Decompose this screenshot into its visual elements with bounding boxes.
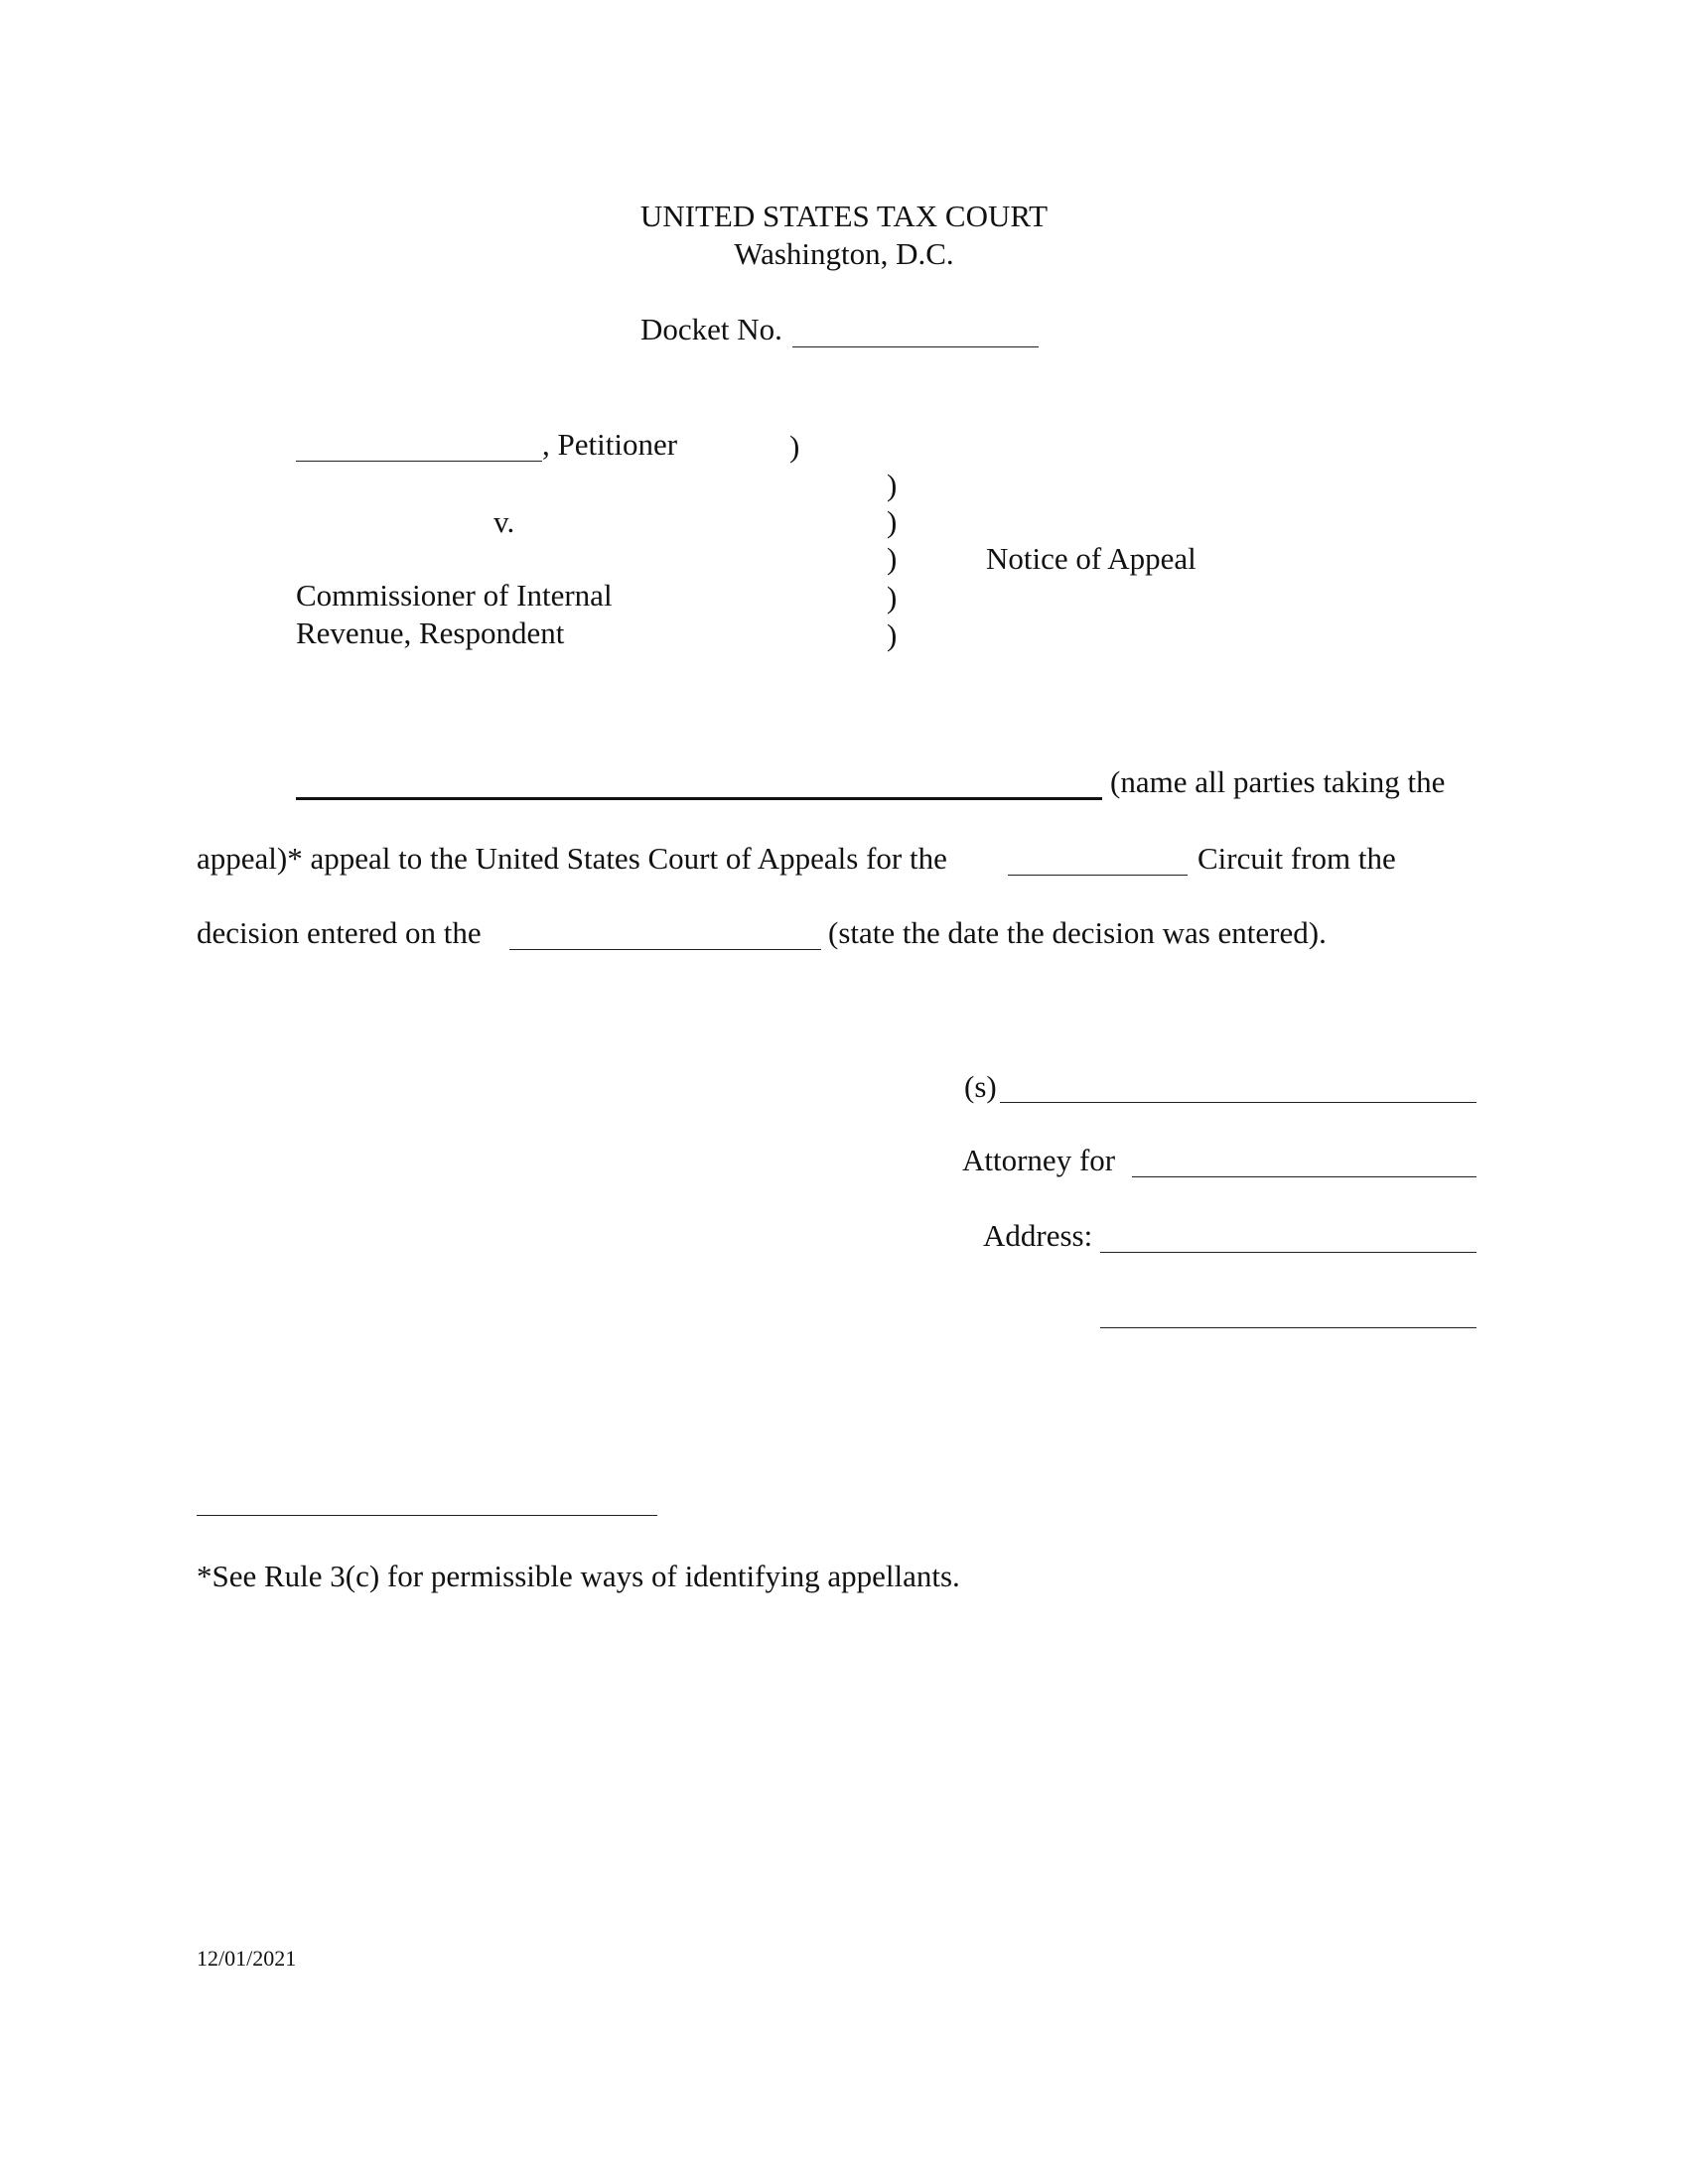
appealing-parties-field[interactable] [296,797,1102,800]
caption-paren-4: ) [887,541,898,576]
address-field-line-1[interactable] [1100,1252,1477,1253]
respondent-line-1: Commissioner of Internal [296,578,613,613]
caption-paren-2: ) [887,468,898,502]
docket-number-field[interactable] [792,346,1039,347]
body-line-1-suffix: (name all parties taking the [1110,764,1446,799]
document-title: Notice of Appeal [986,541,1196,576]
body-line-3-suffix: (state the date the decision was entered). [828,915,1327,950]
signature-field[interactable] [1000,1102,1477,1103]
caption-paren-1: ) [789,429,800,464]
revision-date: 12/01/2021 [197,1946,297,1971]
versus-label: v. [493,504,515,539]
petitioner-name-field[interactable] [296,461,542,462]
decision-date-field[interactable] [509,949,821,950]
respondent-line-2: Revenue, Respondent [296,615,565,650]
attorney-for-label: Attorney for [962,1143,1116,1177]
court-name: UNITED STATES TAX COURT [639,199,1049,233]
caption-paren-6: ) [887,617,898,652]
address-field-line-2[interactable] [1100,1327,1477,1328]
circuit-field[interactable] [1008,875,1188,876]
court-location: Washington, D.C. [734,236,954,271]
signature-label: (s) [964,1069,997,1104]
caption-paren-5: ) [887,580,898,614]
body-line-2-suffix: Circuit from the [1197,841,1396,876]
body-line-2-prefix: appeal)* appeal to the United States Court of Appeals for the [197,841,947,876]
footnote-text: *See Rule 3(c) for permissible ways of identifying appellants. [197,1559,960,1593]
footnote-separator [197,1515,657,1516]
address-label: Address: [983,1218,1093,1253]
docket-label: Docket No. [640,312,782,346]
body-line-3-prefix: decision entered on the [197,915,482,950]
caption-paren-3: ) [887,504,898,539]
attorney-for-field[interactable] [1132,1176,1477,1177]
petitioner-label: , Petitioner [542,427,678,462]
